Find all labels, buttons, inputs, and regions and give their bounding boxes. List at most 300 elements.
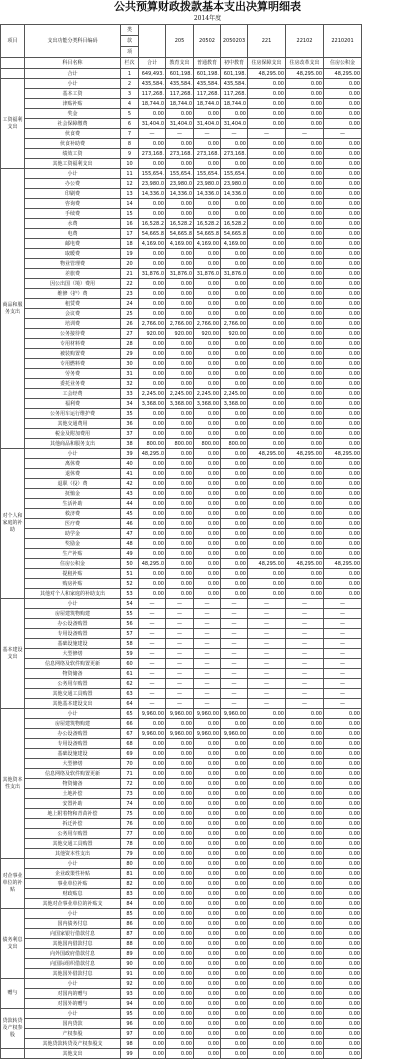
amount-cell: 0.00 <box>286 1049 324 1059</box>
row-number-cell: 50 <box>121 559 139 569</box>
amount-cell: 31,404.0 <box>139 119 166 129</box>
amount-cell: 0.00 <box>286 439 324 449</box>
amount-cell: 0.00 <box>324 739 362 749</box>
subject-name-cell: 办公设备购置 <box>25 729 121 739</box>
subject-name-cell: 其他交通工具购置 <box>25 689 121 699</box>
row-number-cell: 46 <box>121 519 139 529</box>
amount-cell: 0.00 <box>166 419 194 429</box>
subject-name-cell: 小计 <box>25 169 121 179</box>
amount-cell: 0.00 <box>221 1019 248 1029</box>
amount-cell: 0.00 <box>248 769 286 779</box>
table-row <box>1 579 414 589</box>
amount-cell: 0.00 <box>221 919 248 929</box>
amount-cell: 0.00 <box>166 809 194 819</box>
row-number-cell: 97 <box>121 1029 139 1039</box>
amount-cell: — <box>324 669 362 679</box>
amount-cell: 0.00 <box>248 869 286 879</box>
amount-cell: — <box>194 639 221 649</box>
amount-cell: 2,766.00 <box>221 319 248 329</box>
table-row <box>1 649 414 659</box>
amount-cell: 54,665.8 <box>166 229 194 239</box>
amount-cell: 0.00 <box>286 509 324 519</box>
subject-name-cell: 国内债务付息 <box>25 919 121 929</box>
row-number-cell: 86 <box>121 919 139 929</box>
amount-cell: 0.00 <box>248 729 286 739</box>
amount-cell: — <box>194 689 221 699</box>
amount-cell: 0.00 <box>166 759 194 769</box>
amount-cell: 48,295.00 <box>286 559 324 569</box>
subject-name-cell: 事业单位补贴 <box>25 879 121 889</box>
amount-cell: 0.00 <box>221 309 248 319</box>
subject-name-cell: 安置补助 <box>25 799 121 809</box>
amount-cell: 0.00 <box>324 579 362 589</box>
table-row <box>1 569 414 579</box>
amount-cell: 9,960.00 <box>221 729 248 739</box>
table-row <box>1 819 414 829</box>
amount-cell: — <box>286 599 324 609</box>
amount-cell: — <box>286 619 324 629</box>
amount-cell: 0.00 <box>286 99 324 109</box>
row-number-cell: 91 <box>121 969 139 979</box>
subject-name-cell: 物资储备 <box>25 669 121 679</box>
amount-cell: 0.00 <box>166 989 194 999</box>
amount-cell: 0.00 <box>248 389 286 399</box>
subject-name-cell: 对国内的赠与 <box>25 989 121 999</box>
amount-cell: 0.00 <box>139 969 166 979</box>
amount-cell: 0.00 <box>324 79 362 89</box>
amount-cell: 0.00 <box>221 969 248 979</box>
amount-cell: 0.00 <box>324 199 362 209</box>
row-number-cell: 98 <box>121 1039 139 1049</box>
amount-cell: 0.00 <box>286 569 324 579</box>
subject-name-cell: 大型修缮 <box>25 649 121 659</box>
amount-cell: 0.00 <box>324 549 362 559</box>
amount-cell: 0.00 <box>286 989 324 999</box>
amount-cell: 0.00 <box>286 739 324 749</box>
amount-cell: 0.00 <box>324 519 362 529</box>
amount-cell: 0.00 <box>221 549 248 559</box>
amount-cell: 0.00 <box>194 909 221 919</box>
amount-cell: 4,169.00 <box>194 239 221 249</box>
amount-cell: 0.00 <box>248 279 286 289</box>
amount-cell: 800.00 <box>166 439 194 449</box>
amount-cell: 0.00 <box>286 469 324 479</box>
table-row <box>1 959 414 969</box>
amount-cell: 0.00 <box>194 309 221 319</box>
amount-cell: — <box>221 629 248 639</box>
amount-cell: 0.00 <box>248 99 286 109</box>
group-label <box>1 69 25 79</box>
amount-cell: 0.00 <box>221 799 248 809</box>
amount-cell: — <box>324 129 362 139</box>
amount-cell: 0.00 <box>194 789 221 799</box>
row-number-cell: 6 <box>121 119 139 129</box>
amount-cell: 18,744.0 <box>221 99 248 109</box>
row-number-cell: 31 <box>121 369 139 379</box>
subject-name-cell: 绩效工资 <box>25 149 121 159</box>
amount-cell: 0.00 <box>166 199 194 209</box>
row-number-cell: 16 <box>121 219 139 229</box>
amount-cell: 0.00 <box>324 809 362 819</box>
amount-cell: 0.00 <box>221 289 248 299</box>
amount-cell: — <box>324 639 362 649</box>
row-number-cell: 4 <box>121 99 139 109</box>
amount-cell: 0.00 <box>166 369 194 379</box>
row-number-cell: 64 <box>121 699 139 709</box>
amount-cell: 0.00 <box>166 999 194 1009</box>
amount-cell: 0.00 <box>139 509 166 519</box>
amount-cell: 0.00 <box>248 199 286 209</box>
amount-cell: 0.00 <box>324 1039 362 1049</box>
subject-name-cell: 其他支出 <box>25 1049 121 1059</box>
amount-cell: — <box>139 639 166 649</box>
subject-name-cell: 小计 <box>25 599 121 609</box>
amount-cell: 0.00 <box>194 559 221 569</box>
table-row <box>1 889 414 899</box>
amount-cell: — <box>139 629 166 639</box>
amount-cell: 0.00 <box>248 859 286 869</box>
amount-cell: 0.00 <box>221 769 248 779</box>
amount-cell: 0.00 <box>194 1009 221 1019</box>
amount-cell: — <box>194 129 221 139</box>
amount-cell: 0.00 <box>286 109 324 119</box>
amount-cell: 0.00 <box>248 549 286 559</box>
amount-cell: 0.00 <box>324 139 362 149</box>
amount-cell: 0.00 <box>139 259 166 269</box>
amount-cell: 48,295.0 <box>139 559 166 569</box>
amount-cell: 0.00 <box>286 139 324 149</box>
table-row <box>1 169 414 179</box>
amount-cell: 0.00 <box>286 529 324 539</box>
table-row <box>1 69 414 79</box>
amount-cell: 0.00 <box>248 1049 286 1059</box>
amount-cell: 23,980.0 <box>139 179 166 189</box>
table-row <box>1 489 414 499</box>
amount-cell: 0.00 <box>248 779 286 789</box>
amount-cell: 0.00 <box>221 429 248 439</box>
amount-cell: 0.00 <box>324 169 362 179</box>
amount-cell: — <box>166 689 194 699</box>
table-row <box>1 109 414 119</box>
row-number-cell: 43 <box>121 489 139 499</box>
amount-cell: 0.00 <box>286 1039 324 1049</box>
header-item: 项目 <box>1 25 25 58</box>
row-number-cell: 78 <box>121 839 139 849</box>
row-number-cell: 13 <box>121 189 139 199</box>
amount-cell: 0.00 <box>139 429 166 439</box>
amount-cell: 9,960.00 <box>221 709 248 719</box>
amount-cell: 0.00 <box>166 489 194 499</box>
table-row <box>1 509 414 519</box>
table-row <box>1 159 414 169</box>
subject-name-cell: 基础设施建设 <box>25 749 121 759</box>
row-number-cell: 75 <box>121 809 139 819</box>
amount-cell: 0.00 <box>194 139 221 149</box>
amount-cell: 0.00 <box>221 929 248 939</box>
amount-cell: 0.00 <box>248 759 286 769</box>
row-number-cell: 99 <box>121 1049 139 1059</box>
amount-cell: 0.00 <box>194 939 221 949</box>
amount-cell: 0.00 <box>166 569 194 579</box>
amount-cell: — <box>194 599 221 609</box>
row-number-cell: 37 <box>121 429 139 439</box>
amount-cell: 0.00 <box>221 809 248 819</box>
amount-cell: 0.00 <box>139 209 166 219</box>
subject-name-cell: 其他对企事业单位的补贴支 <box>25 899 121 909</box>
amount-cell: 48,295.00 <box>324 449 362 459</box>
amount-cell: 0.00 <box>194 289 221 299</box>
amount-cell: 0.00 <box>139 279 166 289</box>
amount-cell: 0.00 <box>221 109 248 119</box>
amount-cell: 0.00 <box>324 839 362 849</box>
amount-cell: 0.00 <box>221 299 248 309</box>
amount-cell: 0.00 <box>139 1049 166 1059</box>
amount-cell: 0.00 <box>248 939 286 949</box>
amount-cell: 0.00 <box>166 1029 194 1039</box>
amount-cell: — <box>139 129 166 139</box>
table-row <box>1 499 414 509</box>
table-row <box>1 309 414 319</box>
amount-cell: 0.00 <box>286 519 324 529</box>
amount-cell: 0.00 <box>324 459 362 469</box>
amount-cell: 0.00 <box>286 209 324 219</box>
table-row <box>1 149 414 159</box>
amount-cell: 0.00 <box>166 339 194 349</box>
amount-cell: 0.00 <box>139 569 166 579</box>
amount-cell: 48,295.00 <box>286 69 324 79</box>
amount-cell: 0.00 <box>166 929 194 939</box>
amount-cell: 0.00 <box>248 499 286 509</box>
amount-cell: — <box>286 649 324 659</box>
amount-cell: 0.00 <box>286 479 324 489</box>
row-number-cell: 33 <box>121 389 139 399</box>
subject-name-cell: 工会经费 <box>25 389 121 399</box>
amount-cell: 0.00 <box>194 299 221 309</box>
row-number-cell: 55 <box>121 609 139 619</box>
amount-cell: 0.00 <box>139 419 166 429</box>
amount-cell: 0.00 <box>221 989 248 999</box>
header-subject-name: 科目名称 <box>25 58 121 69</box>
amount-cell: 0.00 <box>286 829 324 839</box>
amount-cell: 0.00 <box>248 839 286 849</box>
amount-cell: 0.00 <box>248 79 286 89</box>
amount-cell: 0.00 <box>248 149 286 159</box>
amount-cell: 0.00 <box>324 909 362 919</box>
row-number-cell: 47 <box>121 529 139 539</box>
amount-cell: 0.00 <box>139 819 166 829</box>
amount-cell: — <box>166 649 194 659</box>
header-code-3: 2050203 <box>221 25 248 58</box>
amount-cell: 0.00 <box>166 559 194 569</box>
amount-cell: 2,766.00 <box>166 319 194 329</box>
amount-cell: 23,980.0 <box>166 179 194 189</box>
amount-cell: 31,404.0 <box>221 119 248 129</box>
subject-name-cell: 差旅费 <box>25 269 121 279</box>
table-row <box>1 699 414 709</box>
amount-cell: 0.00 <box>221 509 248 519</box>
row-number-cell: 1 <box>121 69 139 79</box>
table-row <box>1 419 414 429</box>
amount-cell: 155,654. <box>194 169 221 179</box>
amount-cell: 0.00 <box>248 309 286 319</box>
table-row <box>1 409 414 419</box>
table-row <box>1 619 414 629</box>
amount-cell: 435,584. <box>194 79 221 89</box>
amount-cell: 0.00 <box>221 369 248 379</box>
subject-name-cell: 委托业务费 <box>25 379 121 389</box>
amount-cell: — <box>166 619 194 629</box>
amount-cell: 14,336.0 <box>221 189 248 199</box>
amount-cell: 155,654. <box>139 169 166 179</box>
row-number-cell: 38 <box>121 439 139 449</box>
amount-cell: 0.00 <box>194 249 221 259</box>
header-name-5: 住房改革支出 <box>286 58 324 69</box>
amount-cell: 0.00 <box>194 849 221 859</box>
header-name-3: 初中教育 <box>221 58 248 69</box>
amount-cell: — <box>139 649 166 659</box>
amount-cell: 0.00 <box>221 749 248 759</box>
header-name-6: 住房公积金 <box>324 58 362 69</box>
amount-cell: 0.00 <box>194 589 221 599</box>
amount-cell: 0.00 <box>324 709 362 719</box>
amount-cell: 0.00 <box>221 1049 248 1059</box>
amount-cell: — <box>286 629 324 639</box>
amount-cell: 0.00 <box>324 419 362 429</box>
amount-cell: 0.00 <box>221 339 248 349</box>
subject-name-cell: 购房补贴 <box>25 579 121 589</box>
amount-cell: 0.00 <box>324 939 362 949</box>
subject-name-cell: 向外国政府借款付息 <box>25 949 121 959</box>
amount-cell: 0.00 <box>166 259 194 269</box>
amount-cell: 0.00 <box>324 889 362 899</box>
amount-cell: 0.00 <box>286 279 324 289</box>
subject-name-cell: 税金及附加费用 <box>25 429 121 439</box>
amount-cell: 0.00 <box>248 89 286 99</box>
amount-cell: 2,245.00 <box>221 389 248 399</box>
amount-cell: 0.00 <box>324 229 362 239</box>
amount-cell: 0.00 <box>248 139 286 149</box>
amount-cell: 31,876.0 <box>166 269 194 279</box>
amount-cell: 0.00 <box>139 769 166 779</box>
amount-cell: 0.00 <box>221 1039 248 1049</box>
amount-cell: 435,584. <box>166 79 194 89</box>
table-row <box>1 879 414 889</box>
row-number-cell: 58 <box>121 639 139 649</box>
amount-cell: 0.00 <box>324 89 362 99</box>
table-row <box>1 929 414 939</box>
group-label: 工资福利支出 <box>1 79 25 169</box>
row-number-cell: 25 <box>121 309 139 319</box>
row-number-cell: 63 <box>121 689 139 699</box>
amount-cell: 0.00 <box>286 539 324 549</box>
amount-cell: 0.00 <box>248 889 286 899</box>
group-label: 商品和服务支出 <box>1 169 25 449</box>
amount-cell: 0.00 <box>324 469 362 479</box>
amount-cell: — <box>194 679 221 689</box>
amount-cell: 0.00 <box>166 579 194 589</box>
amount-cell: 0.00 <box>324 339 362 349</box>
amount-cell: 0.00 <box>248 749 286 759</box>
report-title: 公共预算财政拨款基本支出决算明细表 <box>114 0 301 13</box>
amount-cell: 2,766.00 <box>139 319 166 329</box>
subject-name-cell: 其他工资福利支出 <box>25 159 121 169</box>
amount-cell: 0.00 <box>248 709 286 719</box>
amount-cell: 0.00 <box>139 719 166 729</box>
row-number-cell: 62 <box>121 679 139 689</box>
amount-cell: 0.00 <box>248 159 286 169</box>
amount-cell: 0.00 <box>166 869 194 879</box>
amount-cell: 0.00 <box>286 549 324 559</box>
amount-cell: 0.00 <box>139 849 166 859</box>
amount-cell: 0.00 <box>286 319 324 329</box>
amount-cell: 0.00 <box>286 489 324 499</box>
row-number-cell: 20 <box>121 259 139 269</box>
row-number-cell: 32 <box>121 379 139 389</box>
amount-cell: 4,169.00 <box>166 239 194 249</box>
amount-cell: 0.00 <box>166 919 194 929</box>
subject-name-cell: 向国际组织借款付息 <box>25 959 121 969</box>
subject-name-cell: 其他交通费用 <box>25 419 121 429</box>
amount-cell: 0.00 <box>324 219 362 229</box>
amount-cell: 16,528.2 <box>194 219 221 229</box>
amount-cell: 0.00 <box>221 519 248 529</box>
row-number-cell: 15 <box>121 209 139 219</box>
subject-name-cell: 水费 <box>25 219 121 229</box>
table-row <box>1 799 414 809</box>
amount-cell: 0.00 <box>139 1009 166 1019</box>
amount-cell: 0.00 <box>286 349 324 359</box>
amount-cell: 0.00 <box>248 209 286 219</box>
subject-name-cell: 救济费 <box>25 509 121 519</box>
table-row <box>1 919 414 929</box>
subject-name-cell: 其他国内借款付息 <box>25 939 121 949</box>
amount-cell: 0.00 <box>166 279 194 289</box>
amount-cell: 0.00 <box>166 249 194 259</box>
amount-cell: 0.00 <box>324 359 362 369</box>
amount-cell: 2,245.00 <box>166 389 194 399</box>
table-row <box>1 729 414 739</box>
amount-cell: 0.00 <box>194 279 221 289</box>
amount-cell: 0.00 <box>248 299 286 309</box>
table-row <box>1 229 414 239</box>
subject-name-cell: 信息网络及软件购置更新 <box>25 769 121 779</box>
row-number-cell: 44 <box>121 499 139 509</box>
amount-cell: 0.00 <box>221 1009 248 1019</box>
report-year: 2014年度 <box>193 15 222 22</box>
amount-cell: 0.00 <box>166 159 194 169</box>
table-row <box>1 659 414 669</box>
amount-cell: — <box>286 679 324 689</box>
amount-cell: 0.00 <box>286 579 324 589</box>
amount-cell: 0.00 <box>166 829 194 839</box>
amount-cell: 800.00 <box>194 439 221 449</box>
amount-cell: 0.00 <box>248 739 286 749</box>
amount-cell: 0.00 <box>324 759 362 769</box>
amount-cell: 0.00 <box>139 889 166 899</box>
amount-cell: — <box>166 639 194 649</box>
amount-cell: 0.00 <box>286 459 324 469</box>
row-number-cell: 2 <box>121 79 139 89</box>
amount-cell: 0.00 <box>324 929 362 939</box>
amount-cell: 0.00 <box>166 859 194 869</box>
amount-cell: 435,584. <box>139 79 166 89</box>
amount-cell: 0.00 <box>286 399 324 409</box>
table-row <box>1 519 414 529</box>
amount-cell: 0.00 <box>139 339 166 349</box>
header-kuan2: 款 <box>121 36 139 47</box>
amount-cell: 0.00 <box>221 909 248 919</box>
amount-cell: 0.00 <box>194 359 221 369</box>
